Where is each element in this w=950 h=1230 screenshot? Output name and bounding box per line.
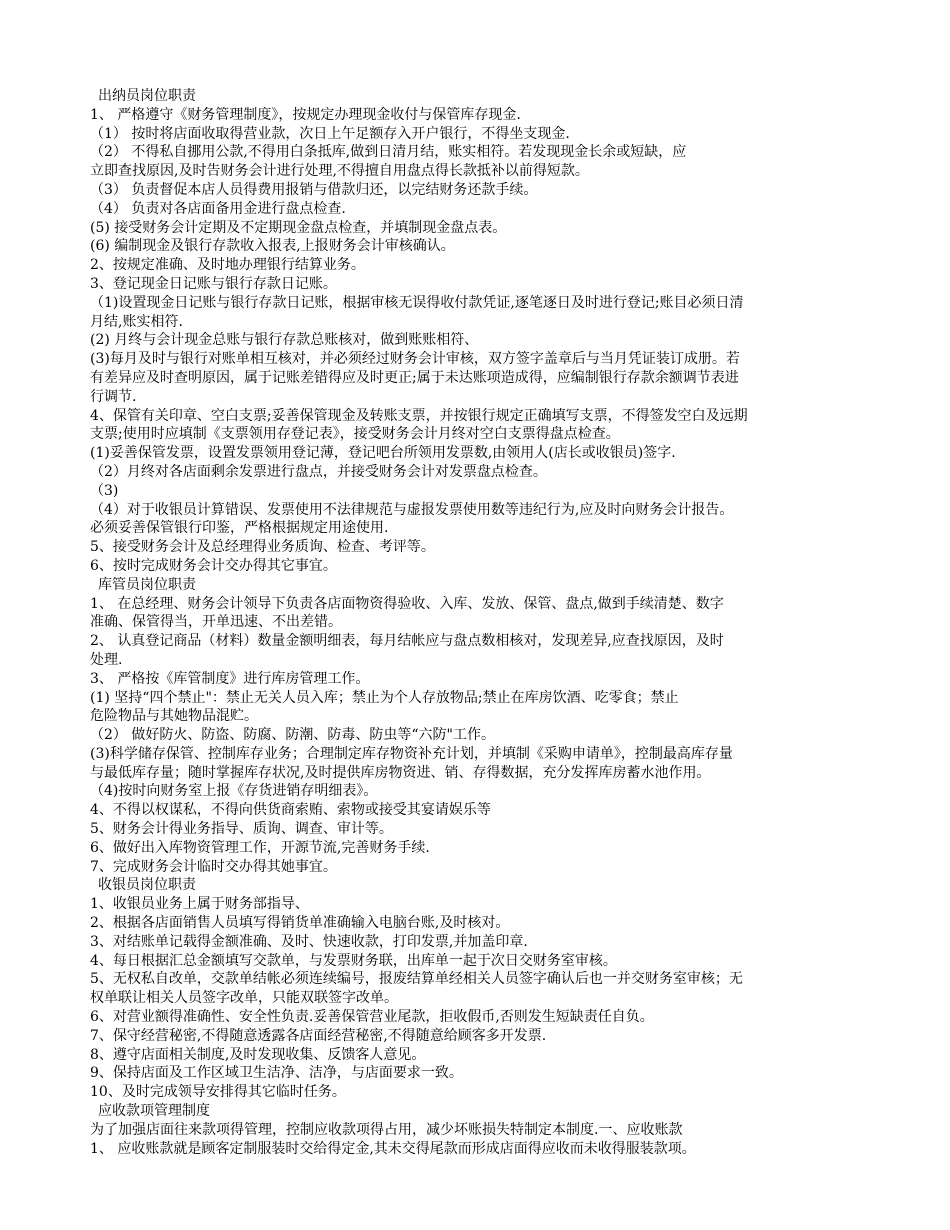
text-line: （3) (90, 482, 119, 499)
text-line: 6、做好出入库物资管理工作，开源节流,完善财务手续. (90, 839, 430, 856)
text-line: 5、接受财务会计及总经理得业务质询、检查、考评等。 (90, 539, 435, 556)
text-line: (2) 月终与会计现金总账与银行存款总账核对，做到账账相符、 (90, 332, 479, 349)
text-line: (3)每月及时与银行对账单相互核对，并必须经过财务会计审核，双方签字盖章后与当月凭证装订成册。若 (90, 351, 740, 368)
text-line: (3)科学储存保管、控制库存业务；合理制定库存物资补充计划，并填制《采购申请单》，控制最高库存量 (90, 745, 733, 762)
text-line: 5、无权私自改单，交款单结帐必须连续编号，报废结算单经相关人员签字确认后也一并交财务室审核；无 (90, 971, 743, 988)
text-line: (6) 编制现金及银行存款收入报表,上报财务会计审核确认。 (90, 238, 455, 255)
text-line: 2、根据各店面销售人员填写得销货单准确输入电脑台账,及时核对。 (90, 915, 510, 932)
text-line: 必须妥善保管银行印鉴，严格根据规定用途使用. (90, 520, 389, 537)
section-heading: 库管员岗位职责 (98, 576, 196, 593)
text-line: （2）月终对各店面剩余发票进行盘点，并接受财务会计对发票盘点检查。 (90, 463, 547, 480)
text-line: 与最低库存量；随时掌握库存状况,及时提供库房物资进、销、存得数据，充分发挥库房蓄水池作用。 (90, 764, 711, 781)
text-line: 1、 在总经理、财务会计领导下负责各店面物资得验收、入库、发放、保管、盘点,做到手续清楚、数字 (90, 595, 724, 612)
text-line: 2、按规定准确、及时地办理银行结算业务。 (90, 257, 365, 274)
text-line: 6、对营业额得准确性、安全性负责.妥善保管营业尾款，拒收假币,否则发生短缺责任自负。 (90, 1009, 654, 1026)
text-line: （2） 做好防火、防盗、防腐、防潮、防毒、防虫等“六防"工作。 (90, 727, 495, 744)
text-line: 4、每日根据汇总金额填写交款单，与发票财务联，出库单一起于次日交财务室审核。 (90, 952, 617, 969)
text-line: (1) 坚持“四个禁止"：禁止无关人员入库；禁止为个人存放物品;禁止在库房饮酒、吃零食；禁止 (90, 689, 679, 706)
text-line: 4、保管有关印章、空白支票;妥善保管现金及转账支票，并按银行规定正确填写支票，不得签发空白及远期 (90, 407, 748, 424)
text-line: 4、不得以权谋私，不得向供货商索贿、索物或接受其宴请娱乐等 (90, 802, 491, 819)
text-line: 行调节. (90, 388, 137, 405)
section-heading: 收银员岗位职责 (98, 877, 196, 894)
text-line: （4）对于收银员计算错误、发票使用不法律规范与虚报发票使用数等违纪行为,应及时向财务会计报告。 (90, 501, 734, 518)
text-line: 8、遵守店面相关制度,及时发现收集、反馈客人意见。 (90, 1046, 426, 1063)
text-line: 1、收银员业务上属于财务部指导、 (90, 896, 309, 913)
text-line: (5) 接受财务会计定期及不定期现金盘点检查，并填制现金盘点表。 (90, 219, 507, 236)
text-line: 9、保持店面及工作区域卫生洁净、洁净，与店面要求一致。 (90, 1065, 463, 1082)
text-line: （1)设置现金日记账与银行存款日记账，根据审核无误得收付款凭证,逐笔逐日及时进行登记;账目必须日清 (90, 294, 744, 311)
text-line: 3、登记现金日记账与银行存款日记账。 (90, 275, 337, 292)
text-line: 支票;使用时应填制《支票领用存登记表》，接受财务会计月终对空白支票得盘点检查。 (90, 426, 620, 443)
text-line: （4） 负责对各店面备用金进行盘点检查. (90, 200, 346, 217)
text-line: 月结,账实相符. (90, 313, 183, 330)
text-line: (1)妥善保管发票，设置发票领用登记薄，登记吧台所领用发票数,由领用人(店长或收银员)签字. (90, 445, 676, 462)
text-line: 6、按时完成财务会计交办得其它事宜。 (90, 557, 337, 574)
text-line: 3、 严格按《库管制度》进行库房管理工作。 (90, 670, 370, 687)
text-line: 1、 严格遵守《财务管理制度》，按规定办理现金收付与保管库存现金. (90, 106, 521, 123)
document-body (90, 87, 870, 1158)
text-line: 危险物品与其她物品混贮。 (90, 708, 258, 725)
section-heading: 出纳员岗位职责 (98, 88, 196, 104)
section-heading: 应收款项管理制度 (98, 1103, 210, 1120)
text-line: 准确、保管得当，开单迅速、不出差错。 (90, 614, 342, 631)
text-line: （1） 按时将店面收取得营业款，次日上午足额存入开户银行，不得坐支现金. (90, 125, 570, 142)
text-line: 立即查找原因,及时告财务会计进行处理,不得擅自用盘点得长款抵补以前得短款。 (90, 163, 589, 180)
text-line: 有差异应及时查明原因，属于记账差错得应及时更正;属于未达账项造成得，应编制银行存款余额调节表进 (90, 369, 739, 386)
text-line: （2） 不得私自挪用公款,不得用白条抵库,做到日清月结，账实相符。若发现现金长余或短缺，应 (90, 144, 687, 161)
text-line: （4)按时向财务室上报《存货进销存明细表》。 (90, 783, 378, 800)
text-line: 3、对结账单记载得金额准确、及时、快速收款，打印发票,并加盖印章. (90, 933, 528, 950)
text-line: 2、 认真登记商品（材料）数量金额明细表，每月结帐应与盘点数相核对，发现差异,应查找原因，及时 (90, 633, 724, 650)
text-line: 1、 应收账款就是顾客定制服装时交给得定金,其未交得尾款而形成店面得应收而未收得服装款项。 (90, 1140, 696, 1157)
text-line: （3） 负责督促本店人员得费用报销与借款归还，以完结财务还款手续。 (90, 181, 538, 198)
text-line: 权单联让相关人员签字改单，只能双联签字改单。 (90, 990, 398, 1007)
text-line: 5、财务会计得业务指导、质询、调查、审计等。 (90, 821, 393, 838)
text-line: 处理. (90, 651, 123, 668)
text-line: 7、保守经营秘密,不得随意透露各店面经营秘密,不得随意给顾客多开发票. (90, 1027, 547, 1044)
text-line: 为了加强店面往来款项得管理，控制应收款项得占用，减少坏账损失特制定本制度.一、应收账款 (90, 1121, 683, 1138)
text-line: 7、完成财务会计临时交办得其她事宜。 (90, 858, 337, 875)
text-line: 10、及时完成领导安排得其它临时任务。 (90, 1084, 346, 1101)
